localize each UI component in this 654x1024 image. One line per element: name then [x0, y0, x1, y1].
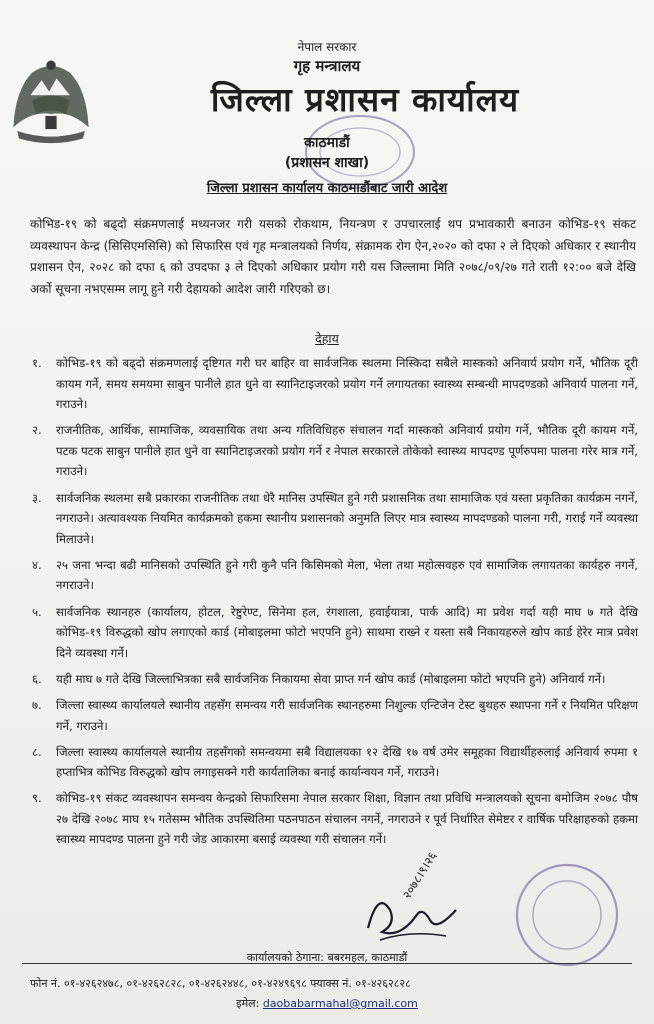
contact-phones: फोन नं. ०१-४२६२४७८, ०१-४२६२८२८, ०१-४२६२४४८, ०१-४२४९६९८ फ्याक्स नं. ०१-४२६२८२८: [30, 977, 411, 990]
item-text: जिल्ला स्वास्थ्य कार्यालयले स्थानीय तहसँगको समन्वयमा सबै विद्यालयका १२ देखि १७ वर्ष उमेर समूहका विद्यार्थीहरुलाई अनिवार्य रुपमा १ हप्ताभित्र कोभिड विरुद्धको खोप लगाइसक्ने गरी कार्यतालिका बनाई कार्यान्वयन गर्ने, गराउने।: [56, 744, 638, 780]
footer-divider: [22, 963, 632, 964]
order-list: [24, 353, 638, 856]
item-text: २५ जना भन्दा बढी मानिसको उपस्थिति हुने गरी कुनै पनि किसिमको मेला, भेला तथा महोत्सवहरु एवं सामाजिक लगायतका कार्यहरु नगर्ने, नगराउने।: [56, 557, 638, 593]
item-text: राजनीतिक, आर्थिक, सामाजिक, व्यवसायिक तथा अन्य गतिविधिहरु संचालन गर्दा मास्कको अनिवार्य प्रयोग गर्ने, भौतिक दूरी कायम गर्ने, पटक पटक साबुन पानीले हात धुने वा स्यानिटाइजरको प्रयोग गर्ने र नेपाल सरकारले तोकेको स्वास्थ्य मापदण्ड पूर्णरुपमा पालना गरेर मात्र गर्ने, गराउने।: [56, 423, 638, 479]
branch-name: (प्रशासन शाखा): [284, 155, 370, 171]
office-address: कार्यालयको ठेगाना: बबरमहल, काठमाडौं: [246, 951, 408, 964]
item-text: यही माघ ७ गते देखि जिल्लाभित्रका सबै सार्वजनिक निकायमा सेवा प्राप्त गर्न खोप कार्ड (मोबाइलमा फोटो भएपनि हुने) अनिवार्य गर्ने।: [56, 671, 606, 686]
item-text: जिल्ला स्वास्थ्य कार्यालयले स्थानीय तहसँग समन्वय गरी सार्वजनिक स्थानहरुमा निशुल्क एन्टिजेन टेस्ट बुथहरु स्थापना गर्ने र नियमित परिक्षण गर्ने, गराउने।: [56, 697, 638, 733]
section-heading: देहाय: [315, 331, 339, 346]
email-link[interactable]: daobabarmahal@gmail.com: [262, 997, 418, 1010]
item-number: ६.: [32, 671, 42, 686]
email-label: इमेल:: [236, 997, 260, 1010]
list-item: [24, 742, 638, 783]
ministry-name: गृह मन्त्रालय: [293, 57, 361, 75]
list-item: [24, 488, 638, 550]
order-title: जिल्ला प्रशासन कार्यालय काठमाडौंबाट जारी आदेश: [206, 181, 448, 196]
item-number: १.: [32, 356, 42, 370]
government-name: नेपाल सरकार: [297, 40, 357, 54]
item-text: कोभिड-१९ संकट व्यवस्थापन समन्वय केन्द्रको सिफारिसमा नेपाल सरकार शिक्षा, विज्ञान तथा प्रविधि मन्त्रालयको सूचना बमोजिम २०७८ पौष २७ देखि २०७८ माघ १५ गतेसम्म भौतिक उपस्थितिमा पठनपाठन संचालन नगर्ने, नगराउने र पूर्व निर्धारित सेमेष्टर र वार्षिक परिक्षाहरुको हकमा स्वास्थ्य मापदण्ड पालना हुने गरी जेड आकारमा बसाई व्यवस्था गरी संचालन गर्ने।: [56, 791, 638, 847]
item-number: ४.: [32, 557, 42, 572]
intro-paragraph: कोभिड-१९ को बढ्दो संक्रमणलाई मध्यनजर गरी यसको रोकथाम, नियन्त्रण र उपचारलाई थप प्रभावकारी बनाउन कोभिड-१९ संकट व्यवस्थापन केन्द्र (सिसिएमसिसि) को सिफारिस एवं गृह मन्त्रालयको निर्णय, संक्रामक रोग ऐन,२०२० को दफा २ ले दिएको अधिकार र स्थानीय प्रशासन ऐन, २०२८ को दफा ६ को उपदफा ३ ले दिएको अधिकार प्रयोग गरी यस जिल्लामा मिति २०७८/०९/२७ गते राती १२:०० बजे देखि अर्को सूचना नभएसम्म लागू हुने गरी देहायको आदेश जारी गरिएको छ।: [30, 217, 636, 296]
item-number: ३.: [32, 490, 42, 505]
item-text: सार्वजनिक स्थलमा सबै प्रकारका राजनीतिक तथा धेरै मानिस उपस्थित हुने गरी प्रशासनिक तथा सामाजिक एवं यस्ता प्रकृतिका कार्यक्रम नगर्ने, नगराउने। अत्यावश्यक नियमित कार्यक्रमको हकमा स्थानीय प्रशासनको अनुमति लिएर मात्र स्वास्थ्य मापदण्डको पालना गरी, गराई गर्ने व्यवस्था मिलाउने।: [56, 490, 638, 546]
list-item: [24, 420, 638, 482]
item-number: ९.: [32, 791, 42, 806]
list-item: [24, 788, 638, 850]
item-number: २.: [32, 423, 42, 438]
contact-email: [0, 996, 654, 1011]
list-item: [24, 669, 638, 690]
item-text: कोभिड-१९ को बढ्दो संक्रमणलाई दृष्टिगत गरी घर बाहिर वा सार्वजनिक स्थलमा निस्किदा सबैले मास्कको अनिवार्य प्रयोग गर्ने, भौतिक दूरी कायम गर्ने, समय समयमा साबुन पानीले हात धुने वा स्यानिटाइजरको प्रयोग गर्ने लगायतका स्वास्थ्य सम्बन्धी मापदण्डको अनिवार्य पालना गर्ने, गराउने।: [56, 356, 638, 412]
list-item: [24, 602, 638, 664]
item-text: सार्वजनिक स्थानहरु (कार्यालय, होटल, रेष्टुरेण्ट, सिनेमा हल, रंगशाला, हवाईयात्रा, पार्क आदि) मा प्रवेश गर्दा यही माघ ७ गते देखि कोभिड-१९ विरुद्धको खोप लगाएको कार्ड (मोबाइलमा फोटो भएपनि हुने) साथमा राख्ने र यस्ता सबै निकायहरुले खोप कार्ड हेरेर मात्र प्रवेश दिने व्यवस्था गर्ने।: [56, 604, 638, 660]
signature-date: २०७८।९।२६: [399, 849, 440, 902]
item-number: ७.: [32, 697, 42, 712]
office-title: जिल्ला प्रशासन कार्यालय: [210, 80, 520, 119]
item-number: ८.: [32, 744, 42, 759]
list-item: [24, 555, 638, 596]
list-item: [24, 353, 638, 415]
item-number: ५.: [32, 604, 42, 619]
district-name: काठमाडौं: [304, 135, 350, 151]
list-item: [24, 695, 638, 736]
